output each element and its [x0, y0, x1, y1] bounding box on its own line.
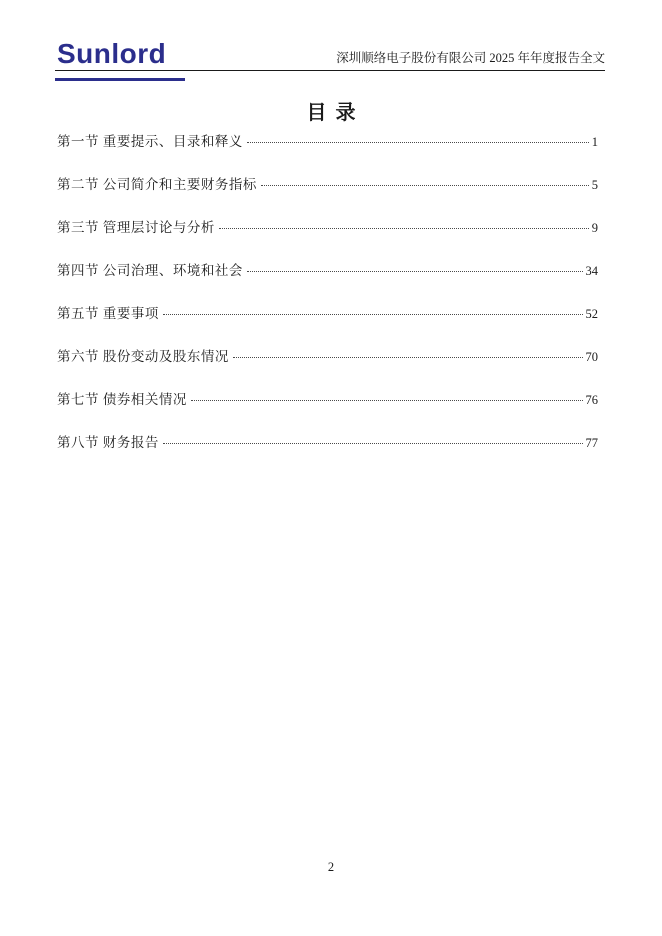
toc-dot-leader: [191, 400, 583, 401]
footer-page-number: 2: [327, 860, 335, 874]
toc-entry-label: 第二节 公司简介和主要财务指标: [57, 177, 257, 192]
toc-dot-leader: [247, 142, 589, 143]
toc-entry-page-number: 9: [591, 221, 598, 235]
toc-entry-page-number: 70: [585, 350, 598, 364]
toc-entry-page-number: 52: [585, 307, 598, 321]
toc-entry: [57, 306, 598, 322]
toc-entry-label: 第一节 重要提示、目录和释义: [57, 134, 243, 149]
toc-entry-label: 第七节 债券相关情况: [57, 392, 187, 407]
toc-entry-page-number: 1: [591, 135, 598, 149]
toc-entry-label: 第三节 管理层讨论与分析: [57, 220, 215, 235]
page-footer: [0, 860, 662, 875]
toc-dot-leader: [233, 357, 583, 358]
toc-entry: [57, 349, 598, 365]
logo-underline: [55, 78, 185, 81]
sunlord-logo: Sunlord: [57, 38, 167, 69]
toc-entry: [57, 220, 598, 236]
toc-dot-leader: [219, 228, 589, 229]
toc-dot-leader: [247, 271, 583, 272]
toc-dot-leader: [261, 185, 589, 186]
page-header: [55, 0, 605, 71]
toc-entry-page-number: 77: [585, 436, 598, 450]
toc-entry: [57, 134, 598, 150]
toc-title: 目录: [306, 102, 365, 124]
toc-dot-leader: [163, 443, 583, 444]
toc-entry: [57, 435, 598, 451]
toc-entry-label: 第五节 重要事项: [57, 306, 159, 321]
toc-list: [57, 134, 598, 478]
toc-entry-page-number: 5: [591, 178, 598, 192]
toc-entry-label: 第八节 财务报告: [57, 435, 159, 450]
toc-entry: [57, 392, 598, 408]
toc-entry: [57, 177, 598, 193]
toc-entry-page-number: 34: [585, 264, 598, 278]
toc-entry-label: 第四节 公司治理、环境和社会: [57, 263, 243, 278]
toc-entry-page-number: 76: [585, 393, 598, 407]
toc-entry-label: 第六节 股份变动及股东情况: [57, 349, 229, 364]
toc-entry: [57, 263, 598, 279]
header-document-title: 深圳顺络电子股份有限公司 2025 年年度报告全文: [336, 51, 605, 65]
toc-dot-leader: [163, 314, 583, 315]
